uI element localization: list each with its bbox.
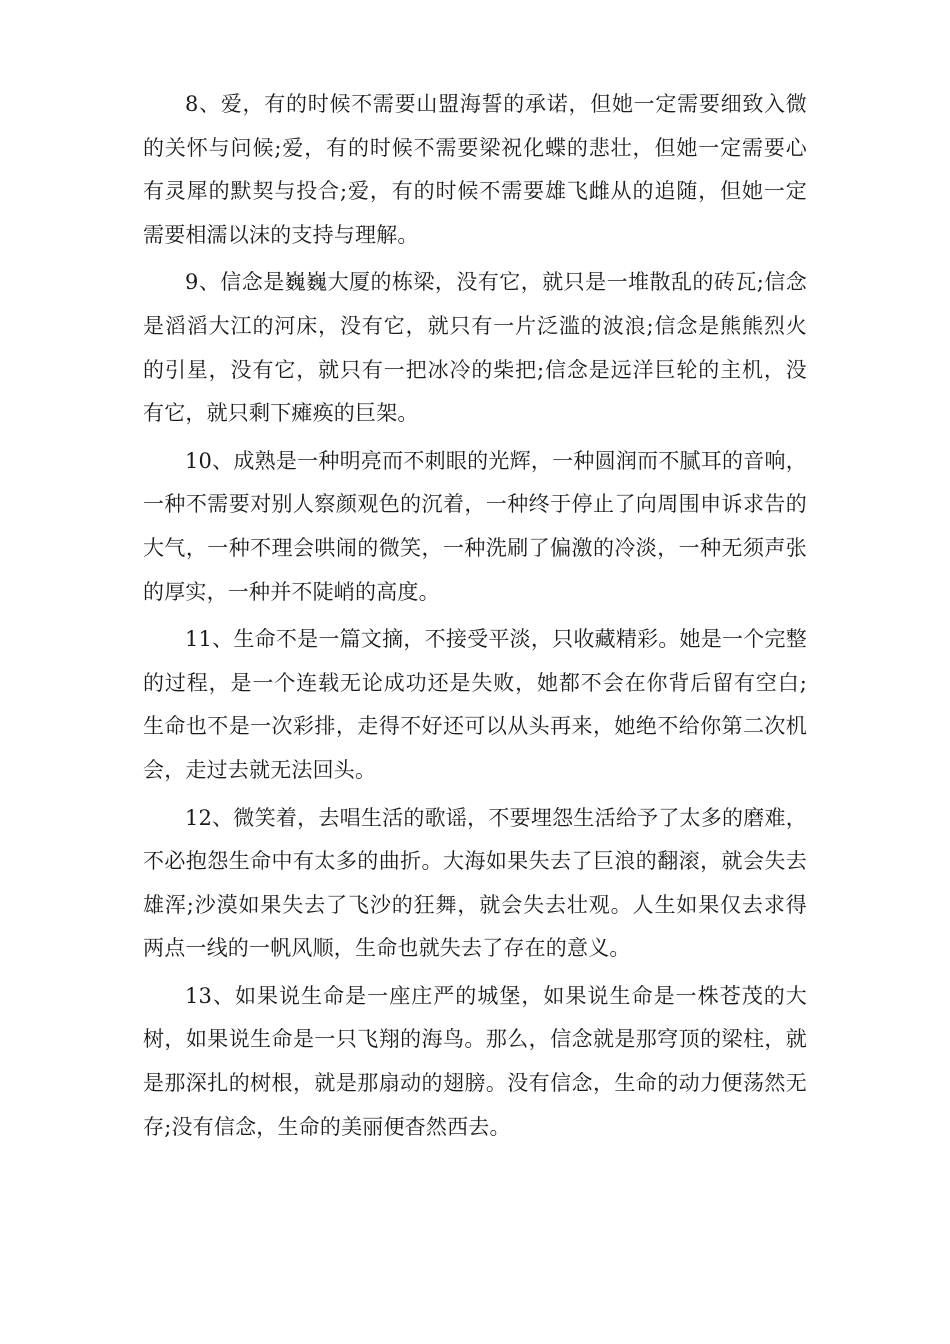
- paragraph-9: 9、信念是巍巍大厦的栋梁，没有它，就只是一堆散乱的砖瓦;信念是滔滔大江的河床，没有它，就只有一片泛滥的波浪;信念是熊熊烈火的引星，没有它，就只有一把冰冷的柴把;信念是远洋巨轮的主机，没有它，就只剩下瘫痪的巨架。: [143, 270, 807, 426]
- paragraph-8: 8、爱，有的时候不需要山盟海誓的承诺，但她一定需要细致入微的关怀与问候;爱，有的时候不需要梁祝化蝶的悲壮，但她一定需要心有灵犀的默契与投合;爱，有的时候不需要雄飞雌从的追随，但她一定需要相濡以沫的支持与理解。: [143, 92, 807, 247]
- paragraph-10: 10、成熟是一种明亮而不刺眼的光辉，一种圆润而不腻耳的音响，一种不需要对别人察颜观色的沉着，一种终于停止了向周围申诉求告的大气，一种不理会哄闹的微笑，一种洗刷了偏激的冷淡，一种无须声张的厚实，一种并不陡峭的高度。: [143, 448, 807, 604]
- paragraph-11: 11、生命不是一篇文摘，不接受平淡，只收藏精彩。她是一个完整的过程，是一个连载无论成功还是失败，她都不会在你背后留有空白;生命也不是一次彩排，走得不好还可以从头再来，她绝不给你第二次机会，走过去就无法回头。: [143, 627, 807, 782]
- paragraph-12: 12、微笑着，去唱生活的歌谣，不要埋怨生活给予了太多的磨难，不必抱怨生命中有太多的曲折。大海如果失去了巨浪的翻滚，就会失去雄浑;沙漠如果失去了飞沙的狂舞，就会失去壮观。人生如果仅去求得两点一线的一帆风顺，生命也就失去了存在的意义。: [143, 805, 807, 961]
- document-body: [143, 83, 807, 1153]
- paragraph-13: 13、如果说生命是一座庄严的城堡，如果说生命是一株苍茂的大树，如果说生命是一只飞翔的海鸟。那么，信念就是那穹顶的梁柱，就是那深扎的树根，就是那扇动的翅膀。没有信念，生命的动力便荡然无存;没有信念，生命的美丽便杳然西去。: [143, 983, 807, 1139]
